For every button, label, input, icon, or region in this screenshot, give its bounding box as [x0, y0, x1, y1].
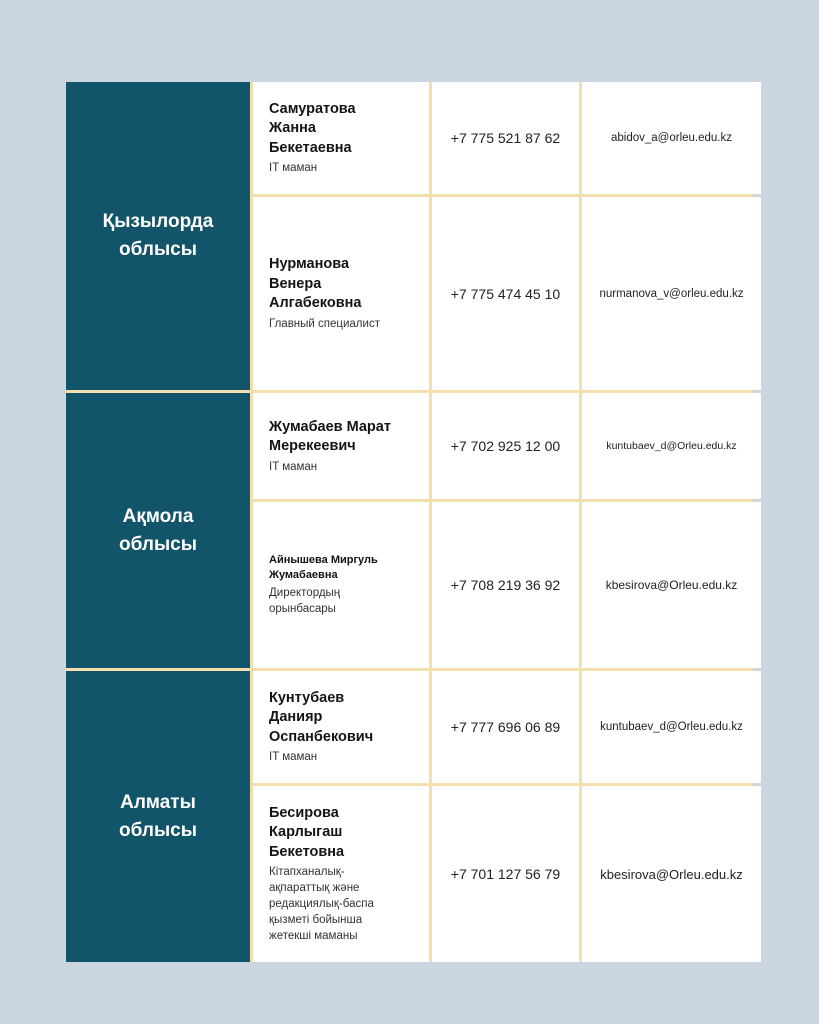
phone-number: +7 701 127 56 79	[450, 866, 561, 882]
email-address[interactable]: kbesirova@Orleu.edu.kz	[605, 578, 738, 592]
person-role: IT маман	[269, 751, 318, 764]
person-cell	[253, 197, 429, 390]
person-role: Кітапханалық-ақпараттық және редакциялық-баспа қызметі бойынша жетекші маманы	[269, 866, 374, 943]
person-name: Самуратова Жанна Бекетаевна	[269, 100, 356, 156]
email-address[interactable]: abidov_a@orleu.edu.kz	[610, 132, 732, 144]
phone-cell	[432, 671, 579, 783]
email-cell	[582, 82, 761, 194]
region-cell	[66, 393, 250, 668]
email-address[interactable]: nurmanova_v@orleu.edu.kz	[599, 287, 744, 300]
region-cell	[66, 671, 250, 962]
person-cell	[253, 393, 429, 499]
phone-cell	[432, 786, 579, 962]
person-cell	[253, 671, 429, 783]
phone-cell	[432, 197, 579, 390]
person-name: Нурманова Венера Алгабековна	[269, 256, 362, 312]
email-address[interactable]: kbesirova@Orleu.edu.kz	[600, 866, 743, 882]
person-role: IT маман	[269, 162, 318, 175]
phone-cell	[432, 393, 579, 499]
phone-cell	[432, 502, 579, 668]
person-name: Айнышева Миргуль Жумабаевна	[269, 554, 378, 581]
person-cell	[253, 82, 429, 194]
person-role: IT маман	[269, 460, 318, 473]
region-name: Қызылорда облысы	[102, 211, 214, 260]
phone-number: +7 775 474 45 10	[450, 285, 561, 302]
phone-cell	[432, 82, 579, 194]
contacts-table	[66, 82, 753, 962]
person-cell	[253, 786, 429, 962]
person-name: Бесирова Карлыгаш Бекетовна	[269, 804, 345, 860]
email-cell	[582, 786, 761, 962]
person-role: Главный специалист	[269, 317, 380, 330]
email-address[interactable]: kuntubaev_d@Orleu.edu.kz	[606, 440, 737, 452]
email-cell	[582, 393, 761, 499]
person-cell	[253, 502, 429, 668]
region-name: Ақмола облысы	[119, 505, 197, 555]
phone-number: +7 775 521 87 62	[450, 130, 561, 146]
phone-number: +7 708 219 36 92	[450, 577, 561, 593]
phone-number: +7 777 696 06 89	[450, 719, 561, 735]
email-cell	[582, 197, 761, 390]
region-name: Алматы облысы	[119, 791, 197, 841]
region-cell	[66, 82, 250, 390]
email-address[interactable]: kuntubaev_d@Orleu.edu.kz	[600, 721, 743, 733]
person-name: Жумабаев Марат Мерекеевич	[269, 418, 391, 454]
person-role: Директордың орынбасары	[269, 587, 341, 615]
email-cell	[582, 671, 761, 783]
email-cell	[582, 502, 761, 668]
person-name: Кунтубаев Данияр Оспанбекович	[269, 689, 374, 745]
phone-number: +7 702 925 12 00	[450, 438, 561, 454]
